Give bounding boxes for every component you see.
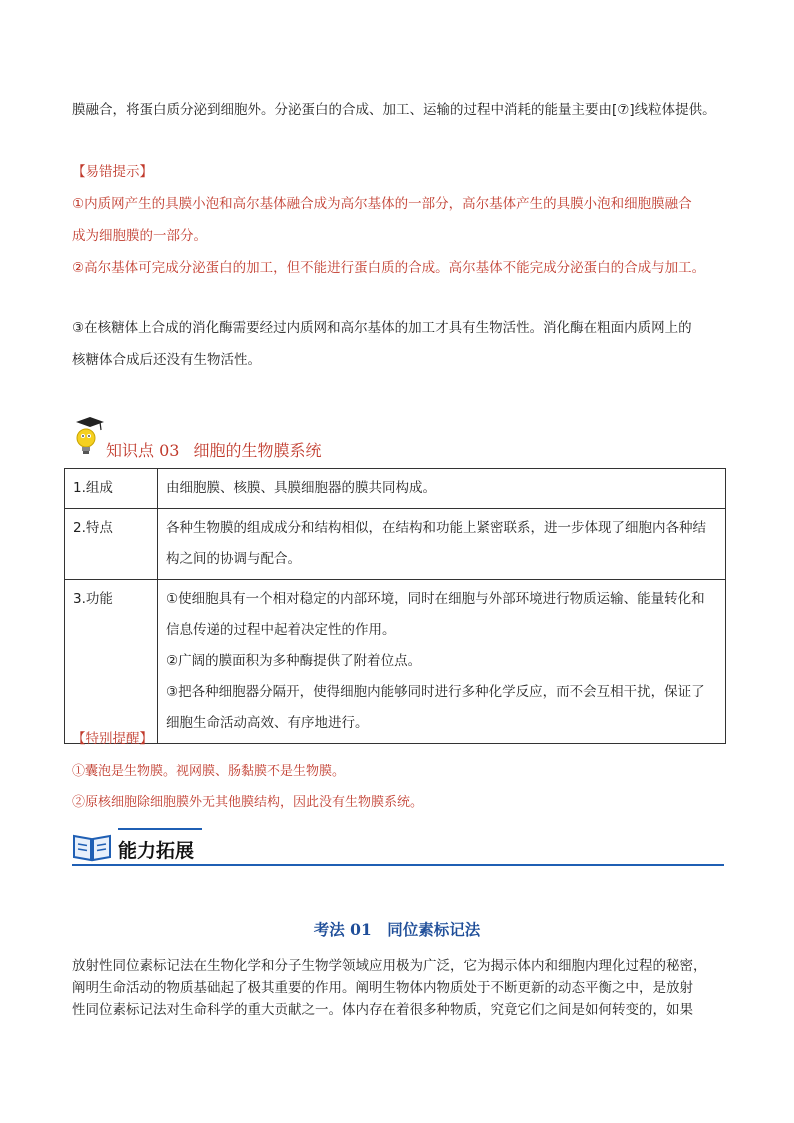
table-row-content: 各种生物膜的组成成分和结构相似，在结构和功能上紧密联系，进一步体现了细胞内各种结 构之间的协调与配合。 [158, 509, 726, 580]
ability-accent-line [118, 828, 202, 830]
table-row-label: 3.功能 [65, 580, 158, 744]
paragraph-line-2: 阐明生命活动的物质基础起了极其重要的作用。阐明生物体内物质处于不断更新的动态平衡之中，是放射 [72, 980, 693, 996]
paragraph-line-1: 放射性同位素标记法在生物化学和分子生物学领域应用极为广泛，它为揭示体内和细胞内理化过程的秘密， [72, 958, 707, 974]
ability-section-header [72, 826, 724, 866]
error-tip-3b: 核糖体合成后还没有生物活性。 [72, 352, 261, 368]
ability-label: 能力拓展 [118, 840, 195, 862]
open-book-icon [72, 830, 112, 866]
table-row-content: 由细胞膜、核膜、具膜细胞器的膜共同构成。 [158, 469, 726, 509]
table-row-label: 2.特点 [65, 509, 158, 580]
table-row [65, 509, 726, 580]
knowledge-point-number: 知识点 03 [106, 441, 180, 460]
membrane-system-table [64, 468, 726, 744]
table-row-content: ①使细胞具有一个相对稳定的内部环境，同时在细胞与外部环境进行物质运输、能量转化和 信息传递的过程中起着决定性的作用。 ②广阔的膜面积为多种酶提供了附着位点。 ③把各种细胞器分隔开，使得细胞内能够同时进行多种化学反应，而不会互相干扰，保证了 细胞生命活动高效、有序地进行。 [158, 580, 726, 744]
table-row-label: 1.组成 [65, 469, 158, 509]
intro-line: 膜融合，将蛋白质分泌到细胞外。分泌蛋白的合成、加工、运输的过程中消耗的能量主要由[⑦]线粒体提供。 [72, 102, 716, 118]
method-title: 考法 01 同位素标记法 [313, 920, 481, 939]
error-tip-1a: ①内质网产生的具膜小泡和高尔基体融合成为高尔基体的一部分，高尔基体产生的具膜小泡和细胞膜融合 [72, 196, 692, 212]
knowledge-point-title [106, 438, 321, 461]
error-tip-3a: ③在核糖体上合成的消化酶需要经过内质网和高尔基体的加工才具有生物活性。消化酶在粗面内质网上的 [72, 320, 692, 336]
error-tips-title: 【易错提示】 [72, 164, 153, 180]
paragraph-line-3: 性同位素标记法对生命科学的重大贡献之一。体内存在着很多种物质，究竟它们之间是如何转变的，如果 [72, 1002, 693, 1018]
special-tip-1: ①囊泡是生物膜。视网膜、肠黏膜不是生物膜。 [72, 764, 346, 779]
table-row [65, 469, 726, 509]
error-tip-1b: 成为细胞膜的一部分。 [72, 228, 207, 244]
lightbulb-graduate-icon [74, 416, 94, 456]
table-row [65, 580, 726, 744]
special-tips-title: 【特别提醒】 [72, 731, 153, 747]
error-tip-2: ②高尔基体可完成分泌蛋白的加工，但不能进行蛋白质的合成。高尔基体不能完成分泌蛋白的合成与加工。 [72, 260, 706, 276]
special-tip-2: ②原核细胞除细胞膜外无其他膜结构，因此没有生物膜系统。 [72, 795, 424, 810]
ability-divider [72, 864, 724, 866]
knowledge-point-heading: 细胞的生物膜系统 [193, 441, 322, 460]
